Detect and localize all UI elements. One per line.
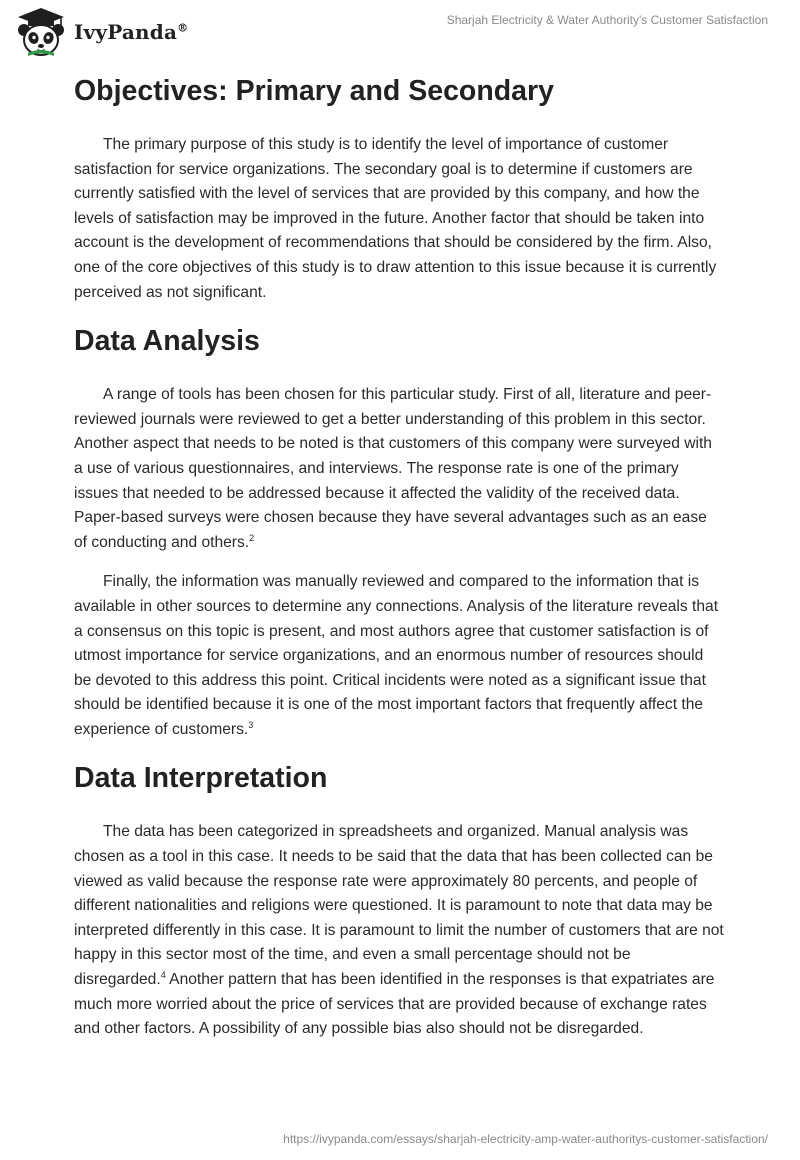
paragraph-text: The data has been categorized in spreadsheets and organized. Manual analysis was chosen as a tool in this case. It needs to be said that the data that has been collected can be viewed as valid because the response rate were approximately 80 percents, and people of different nationalities and religions were questioned. It is paramount to note that data may be interpreted differently in this case. It is paramount to limit the number of customers that are not happy in this sector most of the time, and even a small percentage should not be disregarded. (74, 823, 724, 989)
footnote-ref[interactable]: 2 (249, 532, 255, 543)
section-heading-data-interpretation: Data Interpretation (74, 762, 328, 795)
page-header (0, 0, 800, 60)
paragraph (74, 383, 724, 555)
paragraph-text: A range of tools has been chosen for this particular study. First of all, literature and peer-reviewed journals were reviewed to get a better understanding of this problem in this sector. Another aspect that needs to be noted is that customers of this company were surveyed with a use of various questionnaires, and interviews. The response rate is one of the primary issues that needed to be addressed because it affected the validity of the received data. Paper-based surveys were chosen because they have several advantages such as an ease of conducting and others. (74, 386, 712, 551)
registered-mark: ® (177, 21, 189, 35)
footnote-ref[interactable]: 3 (248, 719, 254, 730)
document-title: Sharjah Electricity & Water Authority's Customer Satisfaction (446, 13, 768, 27)
section-heading-data-analysis: Data Analysis (74, 325, 260, 358)
paragraph-text: Another pattern that has been identified in the responses is that expatriates are much more worried about the price of services that are provided because of exchange rates and other factors. A possibility of any possible bias also should not be disregarded. (74, 971, 715, 1038)
paragraph-text: The primary purpose of this study is to identify the level of importance of customer satisfaction for service organizations. The secondary goal is to determine if customers are currently satisfied with the level of services that are provided by this company, and how the levels of satisfaction may be improved in the future. Another factor that should be taken into account is the development of recommendations that should be considered by the firm. Also, one of the core objectives of this study is to draw attention to this issue because it is currently perceived as not significant. (74, 136, 717, 301)
essay-content (74, 72, 724, 1042)
paragraph (74, 570, 724, 742)
paragraph-text: Finally, the information was manually reviewed and compared to the information that is available in other sources to determine any connections. Analysis of the literature reveals that a consensus on this topic is present, and most authors agree that customer satisfaction is of utmost importance for service organizations, and an enormous number of resources should be devoted to this address this point. Critical incidents were noted as a significant issue that should be identified because it is one of the most important factors that frequently affect the experience of customers. (74, 573, 719, 738)
brand-name (74, 20, 188, 44)
paragraph (74, 133, 724, 305)
source-url[interactable]: https://ivypanda.com/essays/sharjah-electricity-amp-water-authoritys-customer-satisfaction/ (283, 1132, 768, 1146)
footnote-ref[interactable]: 4 (160, 969, 166, 980)
section-heading-objectives: Objectives: Primary and Secondary (74, 75, 554, 107)
panda-graduate-icon (14, 6, 68, 58)
brand-name-text: IvyPanda (74, 20, 178, 44)
brand-logo[interactable] (14, 6, 188, 58)
paragraph (74, 820, 724, 1041)
